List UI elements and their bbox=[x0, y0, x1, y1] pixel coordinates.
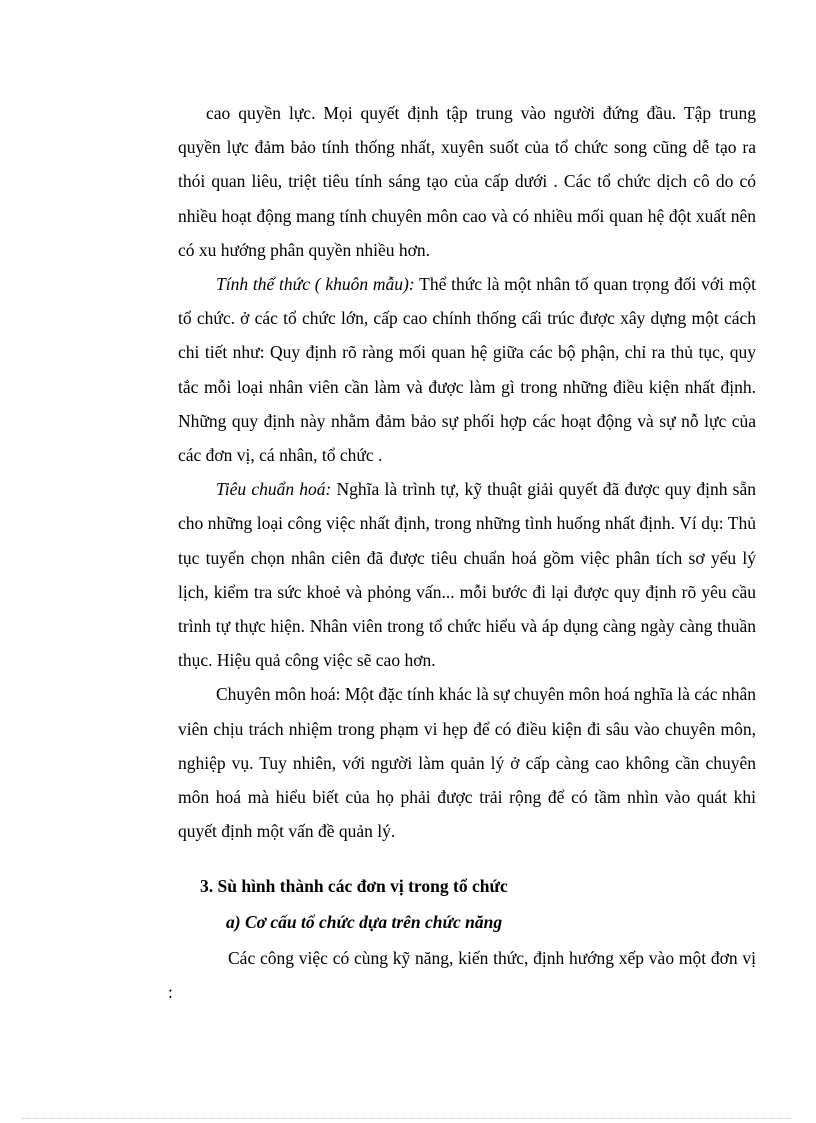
paragraph-centralization bbox=[178, 96, 756, 267]
paragraph-specialization bbox=[178, 677, 756, 848]
closing-paragraph: Các công việc có cùng kỹ năng, kiến thức, định hướng xếp vào một đơn vị : bbox=[168, 948, 756, 1003]
section-heading-block bbox=[200, 870, 756, 902]
term-formalization: Tính thể thức ( khuôn mẫu): bbox=[216, 274, 415, 295]
subsection-heading: a) Cơ cấu tổ chức dựa trên chức năng bbox=[226, 912, 503, 932]
closing-paragraph-block bbox=[168, 941, 756, 1009]
paragraph-standardization bbox=[178, 472, 756, 677]
paragraph-text: Nghĩa là trình tự, kỹ thuật giải quyết đã được quy định sẵn cho những loại công việc nhất định, trong những tình huống nhất định. Ví dụ: Thủ tục tuyển chọn nhân ciên đã được tiêu chuẩn hoá gồm việc phân tích sơ yếu lý lịch, kiểm tra sức khoẻ và phỏng vấn... mỗi bước đi lại được quy định rõ yêu cầu trình tự thực hiện. Nhân viên trong tổ chức hiểu và áp dụng càng ngày càng thuần thục. Hiệu quả công việc sẽ cao hơn. bbox=[178, 479, 756, 671]
paragraph-text: Thể thức là một nhân tố quan trọng đối với một tổ chức. ở các tổ chức lớn, cấp cao chính thống cấi trúc được xây dựng một cách chi tiết như: Quy định rõ ràng mối quan hệ giữa các bộ phận, chỉ ra thủ tục, quy tắc mỗi loại nhân viên cần làm và được làm gì trong những điều kiện nhất định. Những quy định này nhằm đảm bảo sự phối hợp các hoạt động và sự nỗ lực của các đơn vị, cá nhân, tổ chức . bbox=[178, 274, 756, 466]
paragraph-formalization bbox=[178, 267, 756, 472]
section-heading: 3. Sù hình thành các đơn vị trong tổ chức bbox=[200, 876, 508, 896]
paragraph-text: Chuyên môn hoá: Một đặc tính khác là sự chuyên môn hoá nghĩa là các nhân viên chịu trách nhiệm trong phạm vi hẹp để có điều kiện đi sâu vào chuyên môn, nghiệp vụ. Tuy nhiên, với người làm quản lý ở cấp càng cao không cần chuyên môn hoá mà hiểu biết của họ phải được trải rộng để có tầm nhìn vào quát khi quyết định một vấn đề quản lý. bbox=[178, 684, 756, 842]
document-body bbox=[178, 96, 756, 848]
paragraph-text: cao quyền lực. Mọi quyết định tập trung vào người đứng đầu. Tập trung quyền lực đảm bảo tính thống nhất, xuyên suốt của tổ chức song cũng dễ tạo ra thói quan liêu, triệt tiêu tính sáng tạo của cấp dưới . Các tổ chức dịch cô do có nhiều hoạt động mang tính chuyên môn cao và có nhiều mối quan hệ đột xuất nên có xu hướng phân quyền nhiều hơn. bbox=[178, 103, 756, 260]
page-bottom-divider bbox=[22, 1118, 792, 1119]
term-standardization: Tiêu chuẩn hoá: bbox=[216, 479, 332, 500]
